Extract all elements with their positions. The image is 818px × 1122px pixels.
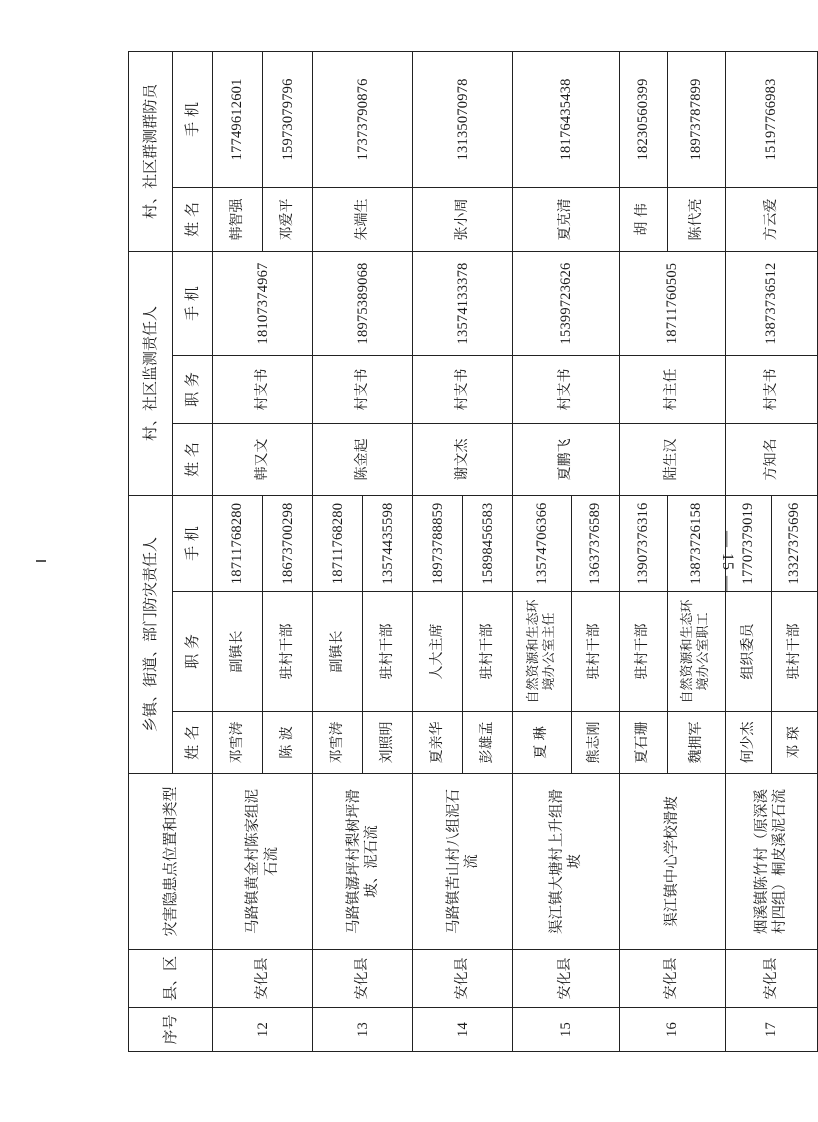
village-duty: 村支书 bbox=[725, 355, 817, 423]
town-name: 邓雪涛 bbox=[213, 712, 263, 774]
margin-mark bbox=[36, 560, 46, 562]
header-hazard: 灾害隐患点位置和类型 bbox=[129, 774, 213, 950]
town-duty: 人大主席 bbox=[413, 592, 463, 712]
village-phone: 18975389068 bbox=[313, 251, 413, 355]
header-village-name: 姓 名 bbox=[173, 423, 213, 495]
table-row bbox=[213, 51, 263, 1051]
town-phone: 18673700298 bbox=[263, 495, 313, 591]
village-duty: 村支书 bbox=[213, 355, 313, 423]
row-seq: 16 bbox=[619, 1008, 725, 1052]
village-duty: 村支书 bbox=[413, 355, 513, 423]
town-name: 何少杰 bbox=[725, 712, 771, 774]
row-county: 安化县 bbox=[213, 950, 313, 1008]
table-row bbox=[413, 51, 463, 1051]
patrol-phone: 18973787899 bbox=[667, 51, 725, 187]
village-phone: 13574133378 bbox=[413, 251, 513, 355]
header-village-phone: 手 机 bbox=[173, 251, 213, 355]
row-hazard: 烟溪镇陈竹村（原深溪村四组）桐皮溪泥石流 bbox=[725, 774, 817, 950]
town-phone: 17707379019 bbox=[725, 495, 771, 591]
town-duty: 副镇长 bbox=[313, 592, 363, 712]
town-name: 夏石珊 bbox=[619, 712, 667, 774]
town-phone: 13327375696 bbox=[771, 495, 817, 591]
row-seq: 13 bbox=[313, 1008, 413, 1052]
table-row bbox=[513, 51, 571, 1051]
town-name: 魏拥军 bbox=[667, 712, 725, 774]
village-name: 夏鹏飞 bbox=[513, 423, 619, 495]
row-hazard: 马路镇黄金村陈家组泥石流 bbox=[213, 774, 313, 950]
village-phone: 18107374967 bbox=[213, 251, 313, 355]
town-duty: 组织委员 bbox=[725, 592, 771, 712]
town-phone: 18711768280 bbox=[313, 495, 363, 591]
town-name: 邓雪涛 bbox=[313, 712, 363, 774]
header-village-duty: 职 务 bbox=[173, 355, 213, 423]
village-phone: 13873736512 bbox=[725, 251, 817, 355]
header-patrol-group: 村、社区群测群防员 bbox=[129, 51, 173, 251]
patrol-phone: 18176435438 bbox=[513, 51, 619, 187]
town-name: 刘照明 bbox=[363, 712, 413, 774]
row-seq: 17 bbox=[725, 1008, 817, 1052]
patrol-name: 陈代亮 bbox=[667, 187, 725, 251]
town-phone: 15898456583 bbox=[463, 495, 513, 591]
row-county: 安化县 bbox=[413, 950, 513, 1008]
patrol-phone: 17373790876 bbox=[313, 51, 413, 187]
row-seq: 12 bbox=[213, 1008, 313, 1052]
town-name: 陈 波 bbox=[263, 712, 313, 774]
patrol-phone: 13135070978 bbox=[413, 51, 513, 187]
patrol-phone: 18230560399 bbox=[619, 51, 667, 187]
patrol-phone: 17749612601 bbox=[213, 51, 263, 187]
village-duty: 村主任 bbox=[619, 355, 725, 423]
header-town-name: 姓 名 bbox=[173, 712, 213, 774]
village-duty: 村支书 bbox=[313, 355, 413, 423]
town-name: 夏 琳 bbox=[513, 712, 571, 774]
village-phone: 18711760505 bbox=[619, 251, 725, 355]
row-hazard: 马路镇潺坪村梨树坪滑坡、泥石流 bbox=[313, 774, 413, 950]
header-county: 县、区 bbox=[129, 950, 213, 1008]
village-name: 韩又文 bbox=[213, 423, 313, 495]
header-patrol-name: 姓 名 bbox=[173, 187, 213, 251]
village-name: 陆生汉 bbox=[619, 423, 725, 495]
town-duty: 驻村干部 bbox=[619, 592, 667, 712]
page-number: — 15 — bbox=[719, 531, 736, 593]
header-row-groups bbox=[129, 51, 173, 1051]
header-patrol-phone: 手 机 bbox=[173, 51, 213, 187]
patrol-name: 韩智强 bbox=[213, 187, 263, 251]
town-duty: 驻村干部 bbox=[463, 592, 513, 712]
village-name: 谢文杰 bbox=[413, 423, 513, 495]
town-name: 夏亲华 bbox=[413, 712, 463, 774]
town-duty: 驻村干部 bbox=[263, 592, 313, 712]
town-phone: 13574435598 bbox=[363, 495, 413, 591]
row-county: 安化县 bbox=[313, 950, 413, 1008]
patrol-phone: 15197766983 bbox=[725, 51, 817, 187]
village-name: 陈金起 bbox=[313, 423, 413, 495]
row-county: 安化县 bbox=[725, 950, 817, 1008]
patrol-phone: 15973079796 bbox=[263, 51, 313, 187]
town-phone: 18973788859 bbox=[413, 495, 463, 591]
village-duty: 村支书 bbox=[513, 355, 619, 423]
row-seq: 14 bbox=[413, 1008, 513, 1052]
patrol-name: 张小周 bbox=[413, 187, 513, 251]
table-row bbox=[619, 51, 667, 1051]
town-duty: 自然资源和生态环境办公室职工 bbox=[667, 592, 725, 712]
table-row bbox=[313, 51, 363, 1051]
row-hazard: 渠江镇中心学校滑坡 bbox=[619, 774, 725, 950]
row-hazard: 马路镇苦山村八组泥石流 bbox=[413, 774, 513, 950]
patrol-name: 邓爱平 bbox=[263, 187, 313, 251]
header-seq: 序号 bbox=[129, 1008, 213, 1052]
header-village-group: 村、社区监测责任人 bbox=[129, 251, 173, 495]
patrol-name: 方云爱 bbox=[725, 187, 817, 251]
town-duty: 驻村干部 bbox=[771, 592, 817, 712]
town-phone: 18711768280 bbox=[213, 495, 263, 591]
row-hazard: 渠江镇大塘村上升组滑坡 bbox=[513, 774, 619, 950]
header-town-phone: 手 机 bbox=[173, 495, 213, 591]
patrol-name: 朱端生 bbox=[313, 187, 413, 251]
village-phone: 15399723626 bbox=[513, 251, 619, 355]
patrol-name: 胡 伟 bbox=[619, 187, 667, 251]
town-phone: 13873726158 bbox=[667, 495, 725, 591]
town-phone: 13637376589 bbox=[571, 495, 619, 591]
row-county: 安化县 bbox=[513, 950, 619, 1008]
town-name: 彭雄孟 bbox=[463, 712, 513, 774]
header-town-duty: 职 务 bbox=[173, 592, 213, 712]
row-county: 安化县 bbox=[619, 950, 725, 1008]
town-duty: 副镇长 bbox=[213, 592, 263, 712]
town-name: 邓 琛 bbox=[771, 712, 817, 774]
town-duty: 自然资源和生态环境办公室主任 bbox=[513, 592, 571, 712]
town-duty: 驻村干部 bbox=[363, 592, 413, 712]
town-name: 熊志刚 bbox=[571, 712, 619, 774]
village-name: 方知名 bbox=[725, 423, 817, 495]
town-phone: 13574706366 bbox=[513, 495, 571, 591]
town-duty: 驻村干部 bbox=[571, 592, 619, 712]
row-seq: 15 bbox=[513, 1008, 619, 1052]
town-phone: 13907376316 bbox=[619, 495, 667, 591]
patrol-name: 夏克清 bbox=[513, 187, 619, 251]
header-town-group: 乡镇、街道、部门防灾责任人 bbox=[129, 495, 173, 773]
